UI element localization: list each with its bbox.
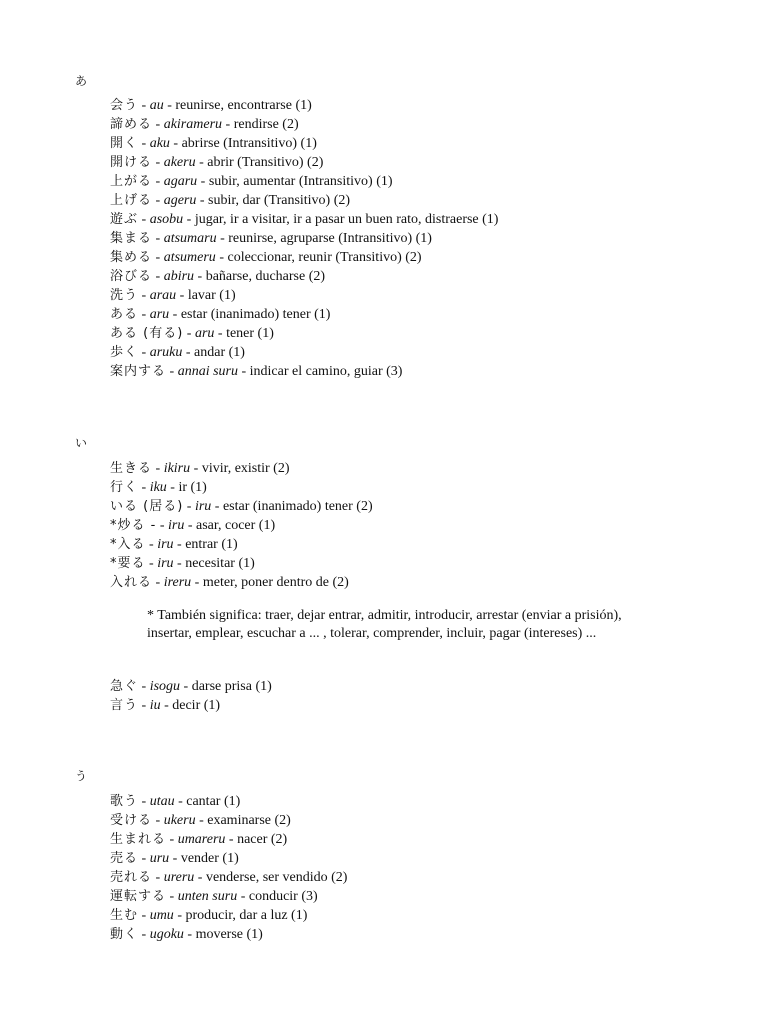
verb-meaning: asar, cocer (1) [196,518,276,533]
verb-kanji: 集まる [110,231,153,246]
verb-meaning: cantar (1) [186,794,241,809]
verb-kanji: 諦める [110,117,153,132]
verb-entry: 生まれる - umareru - nacer (2) [110,832,288,847]
verb-entry: 会う - au - reunirse, encontrarse (1) [110,98,312,113]
verb-kanji: 開く [110,136,139,151]
verb-entry: 開く - aku - abrirse (Intransitivo) (1) [110,136,317,151]
verb-romaji: aruku [149,345,183,360]
verb-meaning: producir, dar a luz (1) [185,908,308,923]
verb-kanji: 売れる [110,870,153,885]
verb-list-i-continued [110,677,730,715]
verb-romaji: ageru [163,193,197,208]
verb-entry: 売る - uru - vender (1) [110,851,239,866]
verb-meaning: examinarse (2) [207,813,291,828]
verb-romaji: ireru [163,575,192,590]
verb-romaji: abiru [163,269,195,284]
verb-entry: いる (居る) - iru - estar (inanimado) tener (2) [110,499,373,514]
verb-meaning: estar (inanimado) tener (1) [180,307,331,322]
verb-kanji: *要る [110,556,146,571]
verb-kanji: *炒る - [110,518,157,533]
verb-entry: 浴びる - abiru - bañarse, ducharse (2) [110,269,326,284]
verb-meaning: abrir (Transitivo) (2) [207,155,324,170]
verb-entry: *入る - iru - entrar (1) [110,537,238,552]
verb-meaning: subir, aumentar (Intransitivo) (1) [208,174,393,189]
verb-meaning: reunirse, encontrarse (1) [175,98,312,113]
verb-romaji: aru [194,326,215,341]
verb-kanji: 生きる [110,461,153,476]
verb-meaning: subir, dar (Transitivo) (2) [208,193,351,208]
verb-entry: 集める - atsumeru - coleccionar, reunir (Transitivo) (2) [110,250,422,265]
verb-entry: 運転する - unten suru - conducir (3) [110,889,318,904]
verb-meaning: coleccionar, reunir (Transitivo) (2) [227,250,422,265]
verb-meaning: andar (1) [194,345,245,360]
verb-kanji: ある [110,307,139,322]
verb-kanji: 開ける [110,155,153,170]
verb-meaning: lavar (1) [187,288,236,303]
verb-meaning: estar (inanimado) tener (2) [222,499,373,514]
verb-romaji: umu [149,908,174,923]
verb-romaji: ikiru [163,461,191,476]
verb-entry: 行く - iku - ir (1) [110,480,207,495]
verb-romaji: utau [149,794,175,809]
verb-meaning: meter, poner dentro de (2) [202,575,349,590]
verb-entry: 受ける - ukeru - examinarse (2) [110,813,291,828]
verb-kanji: 上がる [110,174,153,189]
verb-romaji: ureru [163,870,195,885]
verb-meaning: conducir (3) [248,889,318,904]
verb-romaji: unten suru [177,889,238,904]
verb-list-a [110,96,730,381]
verb-kanji: 案内する [110,364,167,379]
verb-kanji: ある (有る) [110,326,184,341]
verb-romaji: iru [168,518,185,533]
verb-kanji: 歌う [110,794,139,809]
section-header-a: あ [75,74,88,88]
verb-romaji: aku [149,136,170,151]
verb-meaning: rendirse (2) [233,117,299,132]
verb-kanji: *入る [110,537,146,552]
verb-meaning: ir (1) [178,480,207,495]
verb-romaji: aru [149,307,170,322]
verb-entry: 歌う - utau - cantar (1) [110,794,241,809]
verb-kanji: 言う [110,698,139,713]
verb-romaji: atsumaru [163,231,217,246]
verb-kanji: 洗う [110,288,139,303]
verb-romaji: ukeru [163,813,196,828]
verb-kanji: 入れる [110,575,153,590]
verb-romaji: iu [149,698,161,713]
verb-romaji: iru [194,499,212,514]
verb-kanji: 受ける [110,813,153,828]
section-header-u: う [75,769,88,783]
verb-romaji: atsumeru [163,250,216,265]
verb-romaji: iru [157,556,174,571]
verb-meaning: bañarse, ducharse (2) [205,269,326,284]
verb-entry: 売れる - ureru - venderse, ser vendido (2) [110,870,348,885]
verb-meaning: reunirse, agruparse (Intransitivo) (1) [228,231,432,246]
verb-meaning: necesitar (1) [185,556,255,571]
verb-entry: 歩く - aruku - andar (1) [110,345,245,360]
verb-meaning: vivir, existir (2) [201,461,290,476]
verb-entry: 急ぐ - isogu - darse prisa (1) [110,679,272,694]
verb-romaji: asobu [149,212,184,227]
verb-entry: 諦める - akirameru - rendirse (2) [110,117,299,132]
verb-romaji: annai suru [177,364,238,379]
verb-meaning: vender (1) [180,851,239,866]
verb-meaning: jugar, ir a visitar, ir a pasar un buen rato, distraerse (1) [194,212,499,227]
verb-meaning: decir (1) [172,698,221,713]
verb-romaji: agaru [163,174,198,189]
verb-kanji: 生む [110,908,139,923]
verb-meaning: darse prisa (1) [191,679,272,694]
verb-entry: 開ける - akeru - abrir (Transitivo) (2) [110,155,324,170]
verb-kanji: 急ぐ [110,679,139,694]
verb-kanji: 浴びる [110,269,153,284]
verb-romaji: ugoku [149,927,184,942]
verb-romaji: iku [149,480,167,495]
verb-romaji: umareru [177,832,226,847]
verb-list-i [110,459,730,592]
verb-entry: 動く - ugoku - moverse (1) [110,927,263,942]
verb-entry: 遊ぶ - asobu - jugar, ir a visitar, ir a pasar un buen rato, distraerse (1) [110,212,499,227]
verb-romaji: akirameru [163,117,223,132]
verb-kanji: 行く [110,480,139,495]
verb-kanji: 売る [110,851,139,866]
verb-entry: *炒る - - iru - asar, cocer (1) [110,518,276,533]
verb-romaji: iru [157,537,174,552]
verb-entry: 集まる - atsumaru - reunirse, agruparse (Intransitivo) (1) [110,231,432,246]
verb-entry: 案内する - annai suru - indicar el camino, guiar (3) [110,364,403,379]
verb-meaning: moverse (1) [195,927,263,942]
verb-romaji: akeru [163,155,196,170]
verb-meaning: tener (1) [226,326,274,341]
verb-meaning: abrirse (Intransitivo) (1) [181,136,317,151]
verb-kanji: 上げる [110,193,153,208]
verb-kanji: 会う [110,98,139,113]
verb-kanji: いる (居る) [110,499,184,514]
verb-meaning: nacer (2) [237,832,288,847]
verb-kanji: 遊ぶ [110,212,139,227]
section-header-i: い [75,436,88,450]
verb-list-u [110,792,730,944]
footnote: * También significa: traer, dejar entrar, admitir, introducir, arrestar (enviar a prisión), insertar, emplear, escuchar a ... , tolerar, comprender, incluir, pagar (intereses) ... [147,608,622,641]
verb-entry: 上げる - ageru - subir, dar (Transitivo) (2) [110,193,351,208]
verb-romaji: arau [149,288,177,303]
verb-kanji: 動く [110,927,139,942]
verb-entry: 生む - umu - producir, dar a luz (1) [110,908,308,923]
verb-entry: 入れる - ireru - meter, poner dentro de (2) [110,575,349,590]
verb-romaji: uru [149,851,170,866]
verb-entry: 生きる - ikiru - vivir, existir (2) [110,461,290,476]
verb-entry: 言う - iu - decir (1) [110,698,221,713]
verb-meaning: venderse, ser vendido (2) [205,870,348,885]
verb-entry: ある - aru - estar (inanimado) tener (1) [110,307,331,322]
verb-meaning: entrar (1) [185,537,238,552]
verb-entry: 洗う - arau - lavar (1) [110,288,236,303]
verb-kanji: 運転する [110,889,167,904]
verb-kanji: 生まれる [110,832,167,847]
verb-entry: 上がる - agaru - subir, aumentar (Intransitivo) (1) [110,174,393,189]
verb-entry: *要る - iru - necesitar (1) [110,556,255,571]
verb-meaning: indicar el camino, guiar (3) [249,364,403,379]
verb-romaji: isogu [149,679,181,694]
verb-romaji: au [149,98,164,113]
verb-entry: ある (有る) - aru - tener (1) [110,326,274,341]
verb-kanji: 歩く [110,345,139,360]
verb-kanji: 集める [110,250,153,265]
